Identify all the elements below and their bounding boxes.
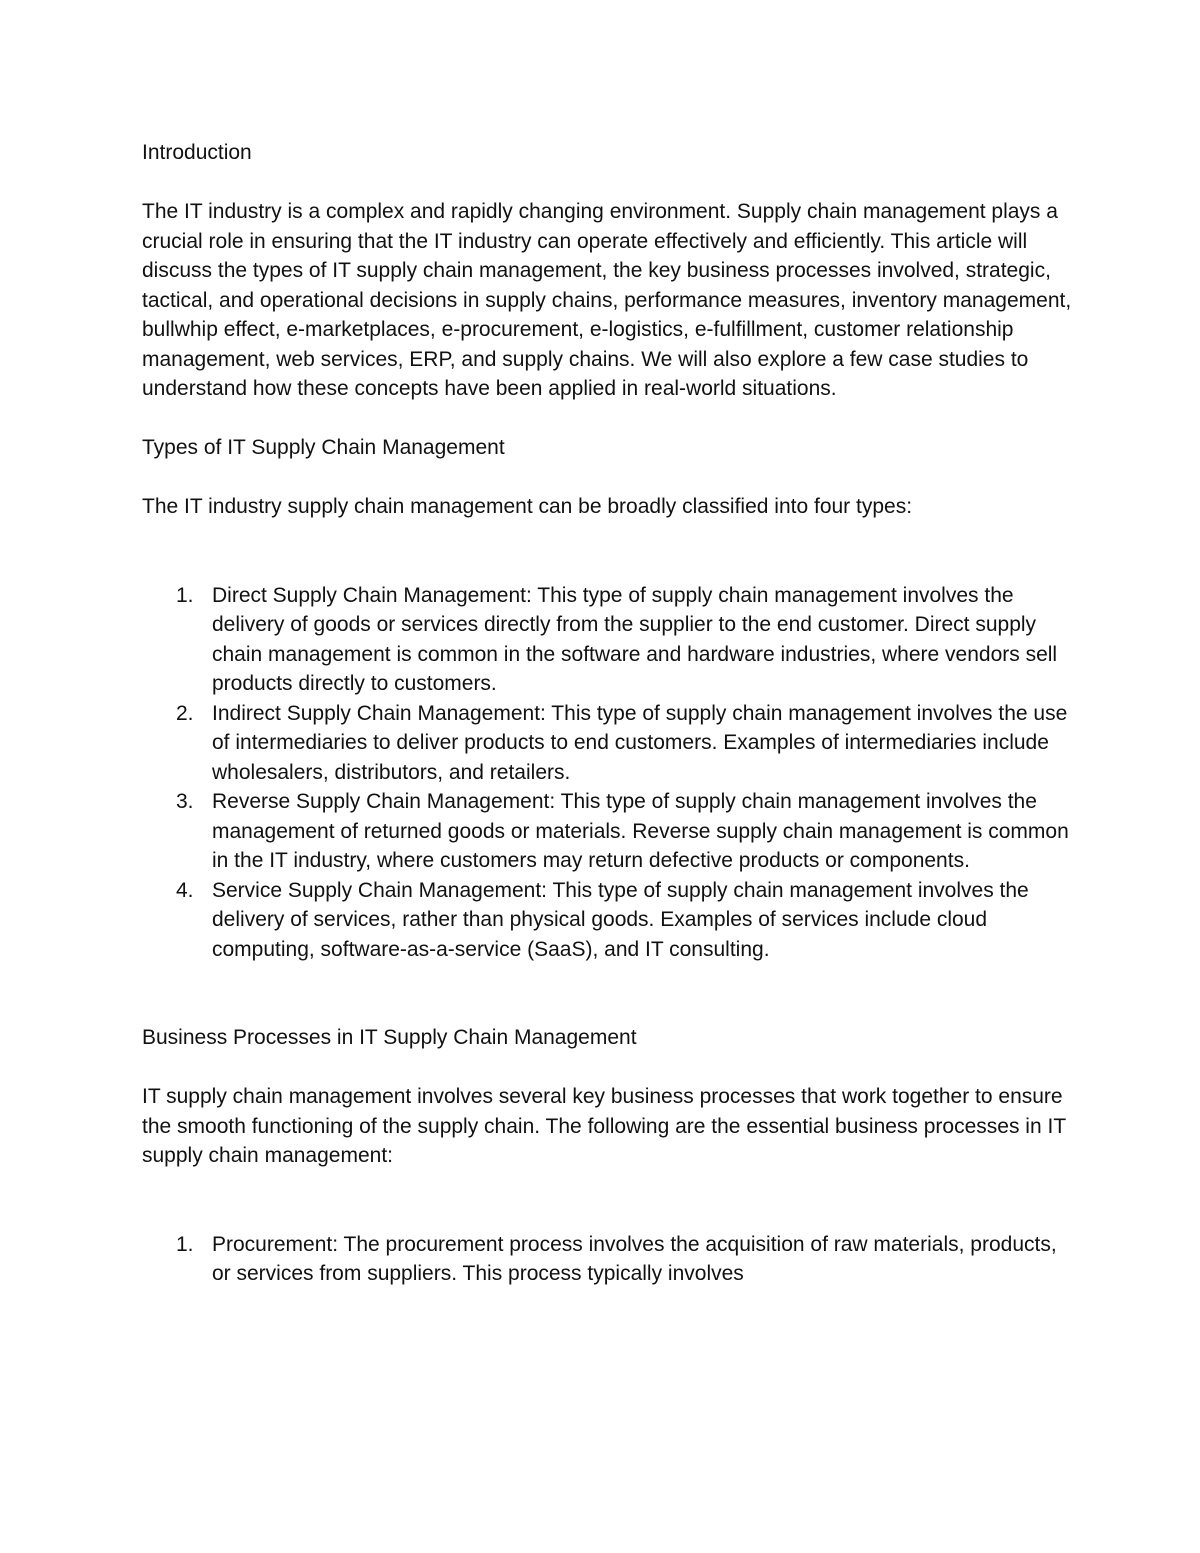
list-item xyxy=(142,1230,1072,1289)
list-item-number: 1. xyxy=(176,583,194,607)
list-item-text: Procurement: The procurement process involves the acquisition of raw materials, products, or services from suppliers. This process typically involves xyxy=(212,1232,1057,1285)
processes-heading: Business Processes in IT Supply Chain Management xyxy=(142,1026,637,1049)
types-paragraph: The IT industry supply chain management can be broadly classified into four types: xyxy=(142,495,913,518)
processes-list xyxy=(142,1230,1072,1289)
list-item-number: 3. xyxy=(176,790,194,813)
list-item xyxy=(142,876,1072,965)
list-item-number: 4. xyxy=(176,878,194,902)
list-item-number: 2. xyxy=(176,701,194,725)
list-item-text: Service Supply Chain Management: This type of supply chain management involves the delivery of services, rather than physical goods. Examples of services include cloud computing, software-as-a-service (SaaS), and IT consulting. xyxy=(212,878,1029,961)
document-body xyxy=(142,138,1072,1289)
list-item-text: Reverse Supply Chain Management: This type of supply chain management involves the management of returned goods or materials. Reverse supply chain management is common in the IT industry, where customers may return defective products or components. xyxy=(212,790,1069,872)
intro-paragraph: The IT industry is a complex and rapidly changing environment. Supply chain management plays a crucial role in ensuring that the IT industry can operate effectively and efficiently. This article will discuss the types of IT supply chain management, the key business processes involved, strategic, tactical, and operational decisions in supply chains, performance measures, inventory management, bullwhip effect, e-marketplaces, e-procurement, e-logistics, e-fulfillment, customer relationship management, web services, ERP, and supply chains. We will also explore a few case studies to understand how these concepts have been applied in real-world situations. xyxy=(142,200,1072,400)
list-item xyxy=(142,581,1072,699)
spacer xyxy=(142,463,1072,493)
spacer xyxy=(142,168,1072,198)
list-item-number: 1. xyxy=(176,1232,194,1256)
spacer xyxy=(142,964,1072,1023)
spacer xyxy=(142,404,1072,434)
spacer xyxy=(142,1053,1072,1083)
intro-heading: Introduction xyxy=(142,141,252,164)
list-item-text: Direct Supply Chain Management: This type of supply chain management involves the delivery of goods or services directly from the supplier to the end customer. Direct supply chain management is common in the software and hardware industries, where vendors sell products directly to customers. xyxy=(212,583,1058,695)
types-heading: Types of IT Supply Chain Management xyxy=(142,436,505,459)
spacer xyxy=(142,522,1072,581)
spacer xyxy=(142,1171,1072,1230)
types-list xyxy=(142,581,1072,965)
list-item xyxy=(142,699,1072,788)
list-item xyxy=(142,787,1072,876)
processes-paragraph: IT supply chain management involves several key business processes that work together to ensure the smooth functioning of the supply chain. The following are the essential business processes in IT supply chain management: xyxy=(142,1085,1066,1167)
list-item-text: Indirect Supply Chain Management: This type of supply chain management involves the use of intermediaries to deliver products to end customers. Examples of intermediaries include wholesalers, distributors, and retailers. xyxy=(212,701,1068,784)
